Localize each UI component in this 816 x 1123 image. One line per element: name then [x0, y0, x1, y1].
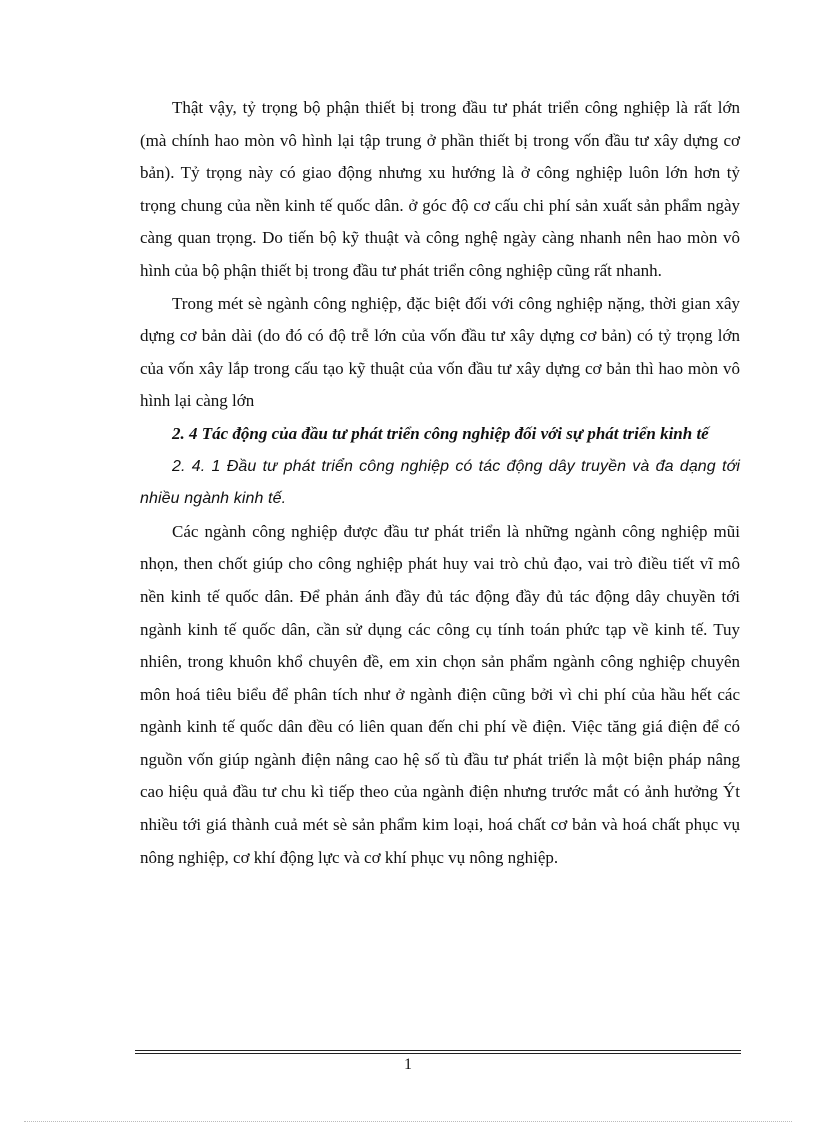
paragraph-heavy-industry: Trong mét sè ngành công nghiệp, đặc biệt đối với công nghiệp nặng, thời gian xây dựng cơ bản dài (do đó có độ trễ lớn của vốn đầu tư xây dựng cơ bản) có tỷ trọng lớn của vốn xây lắp trong cấu tạo kỹ thuật của vốn đầu tư xây dựng cơ bản thì hao mòn vô hình lại càng lớn	[140, 293, 740, 411]
page-edge-divider	[24, 1121, 792, 1122]
document-body	[140, 92, 740, 874]
subsection-heading: 2. 4. 1 Đầu tư phát triển công nghiệp có tác động dây truyền và đa dạng tới nhiều ngành kinh tế.	[140, 457, 740, 508]
paragraph-depreciation: Thật vậy, tỷ trọng bộ phận thiết bị trong đầu tư phát triển công nghiệp là rất lớn (mà chính hao mòn vô hình lại tập trung ở phần thiết bị trong vốn đầu tư xây dựng cơ bản). Tỷ trọng này có giao động nhưng xu hướng là ở công nghiệp luôn lớn hơn tỷ trọng chung của nền kinh tế quốc dân. ở góc độ cơ cấu chi phí sản xuất sản phẩm ngày càng quan trọng. Do tiến bộ kỹ thuật và công nghệ ngày càng nhanh nên hao mòn vô hình của bộ phận thiết bị trong đầu tư phát triển công nghiệp cũng rất nhanh.	[140, 98, 740, 280]
section-heading: 2. 4 Tác động của đầu tư phát triển công nghiệp đối với sự phát triển kinh tế	[172, 423, 709, 443]
footer-rule	[135, 1050, 741, 1054]
page-number: 1	[404, 1056, 412, 1073]
paragraph-industry-impact: Các ngành công nghiệp được đầu tư phát triển là những ngành công nghiệp mũi nhọn, then chốt giúp cho công nghiệp phát huy vai trò chủ đạo, vai trò điều tiết vĩ mô nền kinh tế quốc dân. Để phản ánh đầy đủ tác động đầy đủ tác động dây chuyền tới ngành kinh tế quốc dân, cần sử dụng các công cụ tính toán phức tạp về kinh tế. Tuy nhiên, trong khuôn khổ chuyên đề, em xin chọn sản phẩm ngành công nghiệp chuyên môn hoá tiêu biểu để phân tích như ở ngành điện cũng bởi vì chi phí của hầu hết các ngành kinh tế quốc dân đều có liên quan đến chi phí về điện. Việc tăng giá điện để có nguồn vốn giúp ngành điện nâng cao hệ số tù đầu tư phát triển là một biện pháp nâng cao hiệu quả đầu tư chu kì tiếp theo của ngành điện nhưng trước mắt có ảnh hưởng Ýt nhiều tới giá thành cuả mét sè sản phẩm kim loại, hoá chất cơ bản và hoá chất phục vụ nông nghiệp, cơ khí động lực và cơ khí phục vụ nông nghiệp.	[140, 521, 740, 867]
